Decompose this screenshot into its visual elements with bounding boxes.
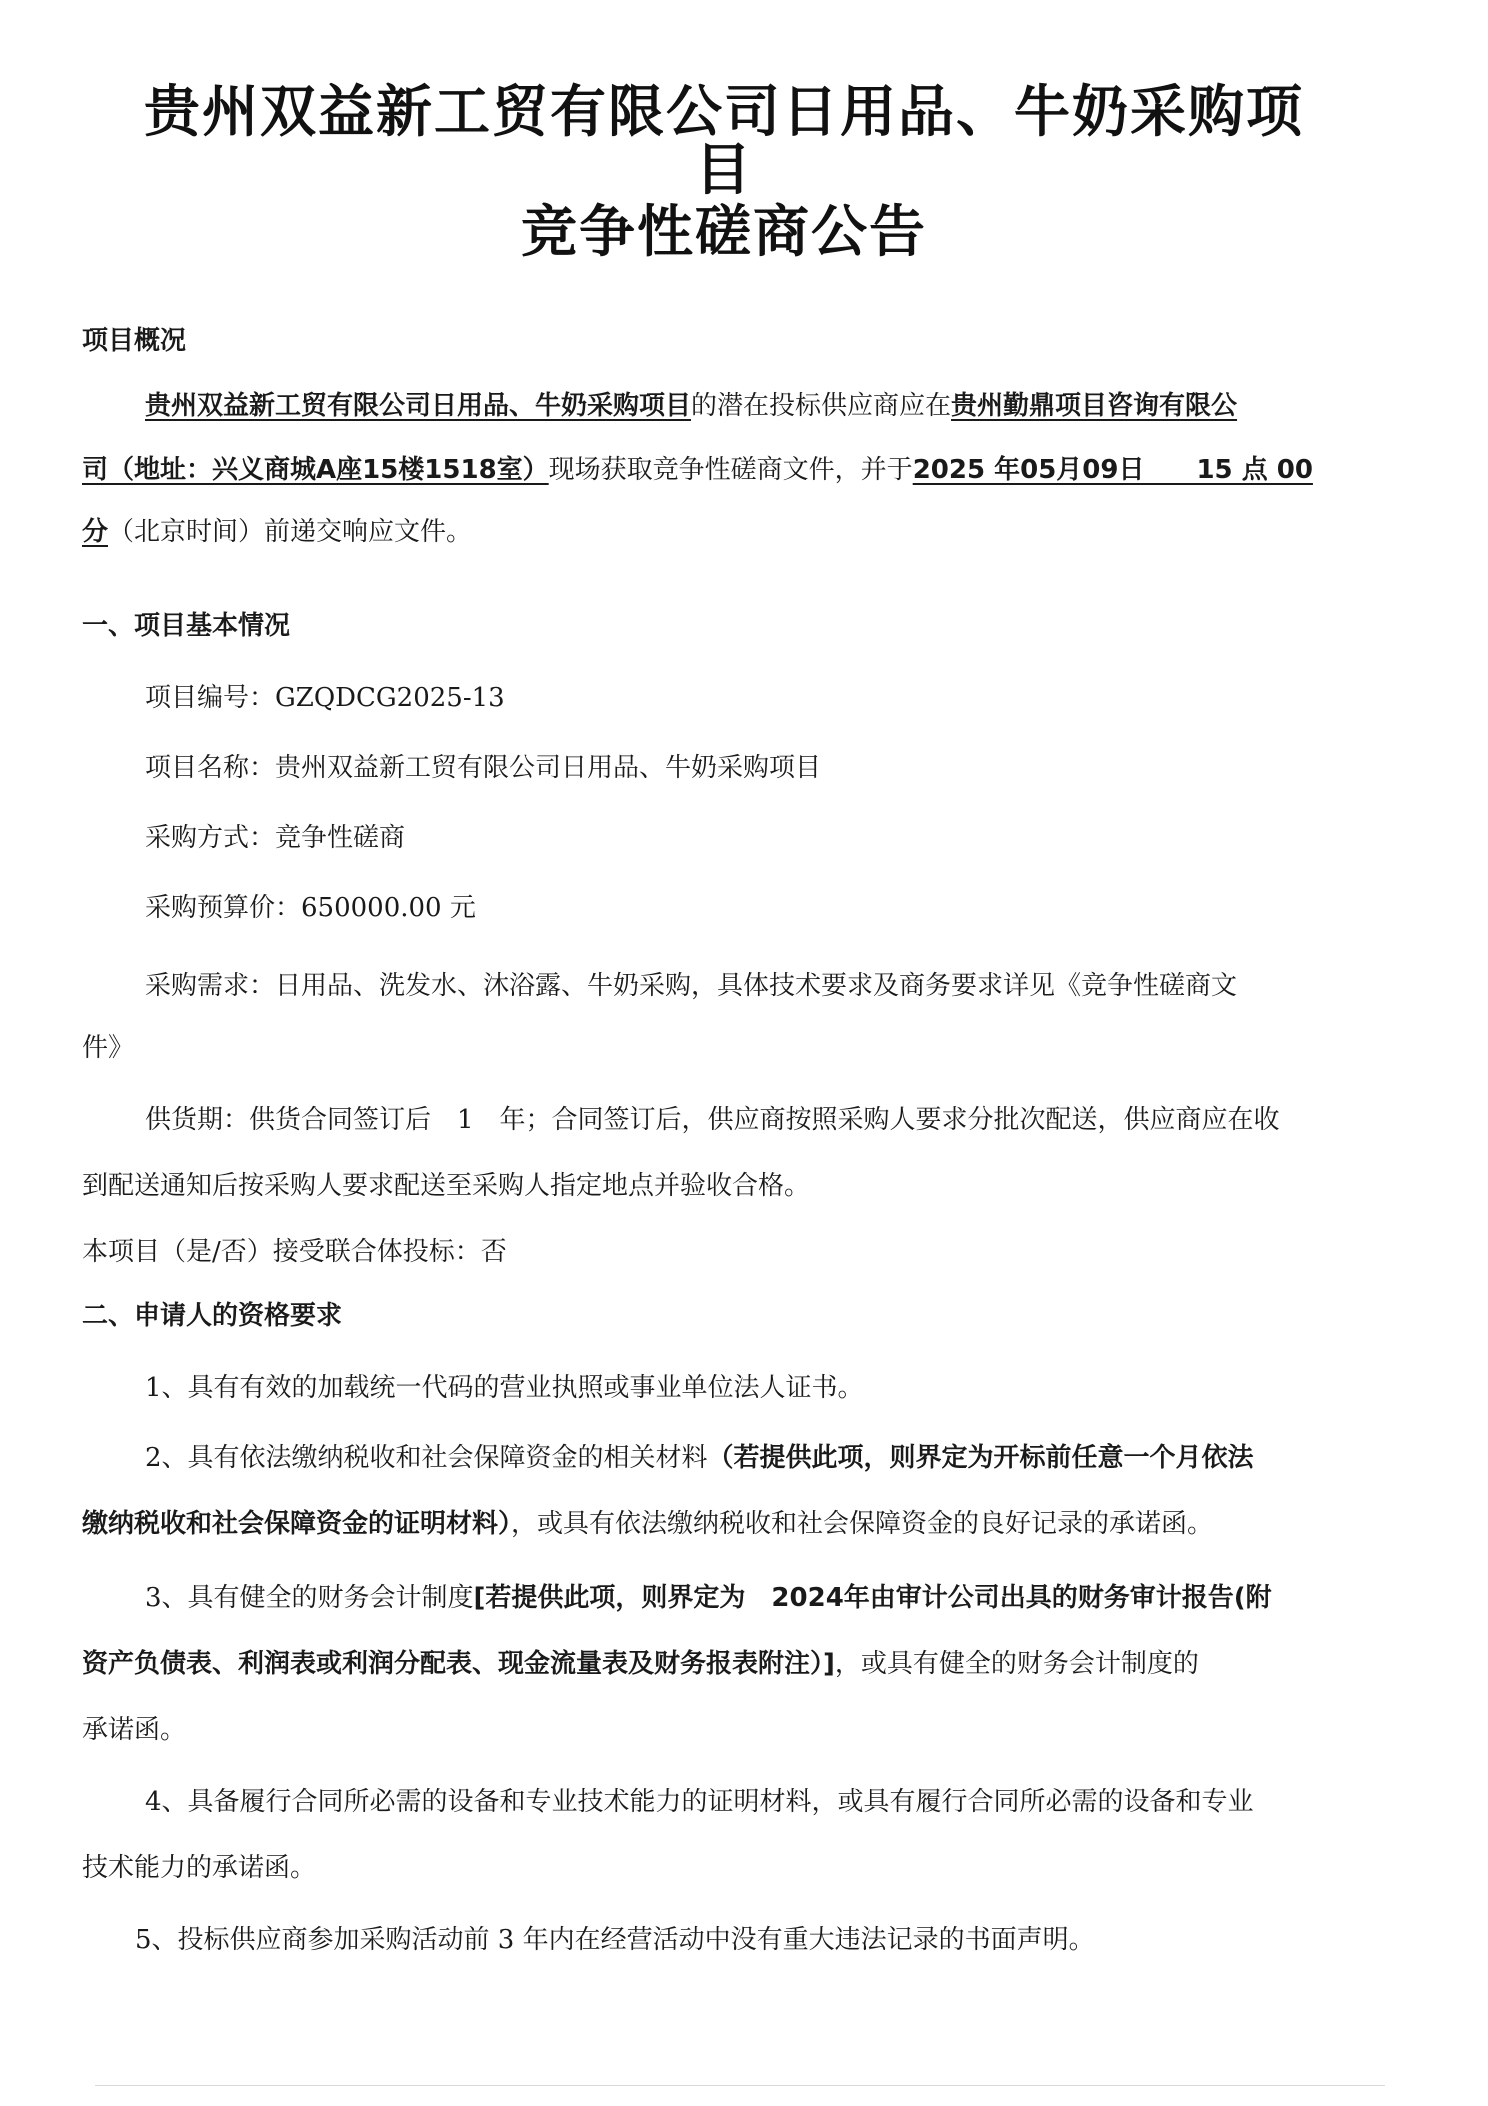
overview-paragraph-line-1 — [145, 388, 1445, 424]
section-1-heading: 一、项目基本情况 — [82, 611, 291, 641]
requirement-item-5: 5、投标供应商参加采购活动前 3 年内在经营活动中没有重大违法记录的书面声明。 — [135, 1925, 1095, 1955]
overview-text: （北京时间）前递交响应文件。 — [108, 517, 473, 547]
requirement-item-3-line-2 — [82, 1646, 1382, 1682]
deadline-date-emphasis: 2025 年05月09日 15 点 00 — [912, 455, 1313, 485]
procurement-method: 采购方式：竞争性磋商 — [145, 823, 406, 853]
requirement-item-3-line-3: 承诺函。 — [82, 1715, 187, 1745]
procurement-budget: 采购预算价：650000.00 元 — [145, 893, 476, 923]
requirement-emphasis: 资产负债表、利润表或利润分配表、现金流量表及财务报表附注）] — [82, 1649, 835, 1679]
overview-heading: 项目概况 — [82, 326, 187, 356]
section-2-heading: 二、申请人的资格要求 — [82, 1301, 343, 1331]
delivery-period-line-1: 供货期：供货合同签订后 1 年；合同签订后，供应商按照采购人要求分批次配送，供应商应在收 — [145, 1105, 1280, 1135]
requirement-item-2-line-1 — [145, 1440, 1445, 1476]
project-name-emphasis: 贵州双益新工贸有限公司日用品、牛奶采购项目 — [145, 391, 692, 421]
project-number: 项目编号：GZQDCG2025-13 — [145, 683, 505, 713]
requirement-text: ，或具有依法缴纳税收和社会保障资金的良好记录的承诺函。 — [511, 1509, 1214, 1539]
requirement-text: ，或具有健全的财务会计制度的 — [834, 1649, 1199, 1679]
requirement-item-1: 1、具有有效的加载统一代码的营业执照或事业单位法人证书。 — [145, 1373, 864, 1403]
overview-paragraph-line-2 — [82, 452, 1382, 488]
overview-paragraph-line-3 — [82, 514, 1382, 550]
requirement-item-4-line-1: 4、具备履行合同所必需的设备和专业技术能力的证明材料，或具有履行合同所必需的设备和专业 — [145, 1787, 1254, 1817]
overview-text: 现场获取竞争性磋商文件，并于 — [548, 455, 913, 485]
procurement-demand-line-1: 采购需求：日用品、洗发水、沐浴露、牛奶采购，具体技术要求及商务要求详见《竞争性磋商文 — [145, 971, 1238, 1001]
consortium-statement: 本项目（是/否）接受联合体投标：否 — [82, 1237, 507, 1267]
overview-text: 的潜在投标供应商应在 — [691, 391, 952, 421]
requirement-emphasis: （若提供此项，则界定为开标前任意一个月依法 — [707, 1443, 1254, 1473]
procurement-demand-line-2: 件》 — [82, 1033, 135, 1063]
scan-edge-line — [95, 2085, 1385, 2086]
requirement-item-4-line-2: 技术能力的承诺函。 — [82, 1853, 317, 1883]
requirement-emphasis: [若提供此项，则界定为 2024年由审计公司出具的财务审计报告(附 — [473, 1583, 1272, 1613]
agency-address-emphasis: 司（地址：兴义商城A座15楼1518室） — [82, 455, 549, 485]
requirement-item-2-line-2 — [82, 1506, 1382, 1542]
requirement-item-3-line-1 — [145, 1580, 1445, 1616]
agency-name-emphasis: 贵州勤鼎项目咨询有限公 — [951, 391, 1238, 421]
project-name: 项目名称：贵州双益新工贸有限公司日用品、牛奶采购项目 — [145, 753, 822, 783]
requirement-text: 3、具有健全的财务会计制度 — [145, 1583, 474, 1613]
requirement-text: 2、具有依法缴纳税收和社会保障资金的相关材料 — [145, 1443, 708, 1473]
document-title-line-2: 目 — [695, 138, 753, 203]
document-title-line-3: 竞争性磋商公告 — [521, 200, 927, 265]
requirement-emphasis: 缴纳税收和社会保障资金的证明材料） — [82, 1509, 512, 1539]
document-title-line-1: 贵州双益新工贸有限公司日用品、牛奶采购项 — [144, 80, 1304, 145]
deadline-minute-emphasis: 分 — [82, 517, 109, 547]
delivery-period-line-2: 到配送通知后按采购人要求配送至采购人指定地点并验收合格。 — [82, 1171, 811, 1201]
